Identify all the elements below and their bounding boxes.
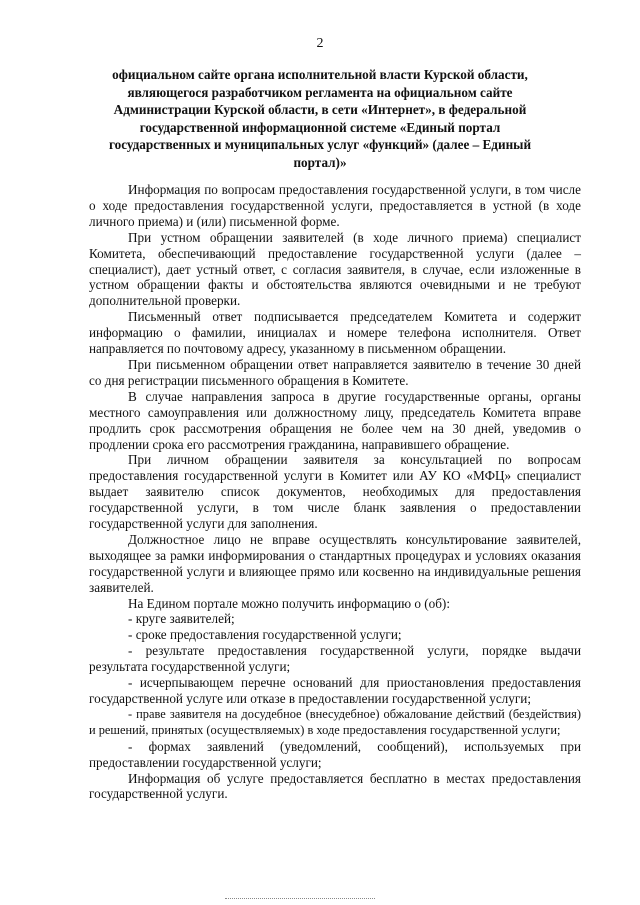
paragraph: Письменный ответ подписывается председателем Комитета и содержит информацию о фамилии, инициалах и номере телефона исполнителя. Ответ направляется по почтовому адресу, указанному в письменном обращении. xyxy=(89,309,581,357)
section-heading: официальном сайте органа исполнительной власти Курской области, являющегося разработчиком регламента на официальном сайте Администрации Курской области, в сети «Интернет», в федеральной государственной информационной системе «Единый портал государственных и муниципальных услуг «функций» (далее – Единый портал)» xyxy=(108,67,532,170)
closing-paragraph: Информация об услуге предоставляется бесплатно в местах предоставления государственной услуги. xyxy=(89,770,581,802)
scan-artifact-line xyxy=(225,898,375,902)
document-body xyxy=(89,182,581,802)
paragraph: В случае направления запроса в другие государственные органы, органы местного самоуправления или должностному лицу, председатель Комитета вправе продлить срок рассмотрения обращения не более чем на 30 дней, уведомив о продлении срока его рассмотрения гражданина, направившего обращение. xyxy=(89,388,581,452)
paragraph: При личном обращении заявителя за консультацией по вопросам предоставления государственной услуги в Комитет или АУ КО «МФЦ» специалист выдает заявителю список документов, необходимых для предоставления государственной услуги, в том числе бланк заявления о предоставлении государственной услуги для заполнения. xyxy=(89,452,581,532)
paragraph: При письменном обращении ответ направляется заявителю в течение 30 дней со дня регистрации письменного обращения в Комитете. xyxy=(89,356,581,388)
list-item: - сроке предоставления государственной услуги; xyxy=(128,627,402,643)
list-item: - исчерпывающем перечне оснований для приостановления предоставления государственной услуге или отказе в предоставлении государственной услуги; xyxy=(89,675,581,706)
page-number: 2 xyxy=(316,36,324,51)
list-item: - формах заявлений (уведомлений, сообщений), используемых при предоставлении государственной услуги; xyxy=(89,738,581,770)
list-item: - праве заявителя на досудебное (внесудебное) обжалование действий (бездействия) и решений, принятых (осуществляемых) в ходе предоставления государственной услуги; xyxy=(89,706,581,737)
paragraph: На Едином портале можно получить информацию о (об): xyxy=(128,595,450,611)
paragraph: При устном обращении заявителей (в ходе личного приема) специалист Комитета, обеспечивающий предоставление государственной услуги (далее – специалист), дает устный ответ, с согласия заявителя, в случае, если изложенные в устном обращении факты и обстоятельства являются очевидными и не требуют дополнительной проверки. xyxy=(89,229,581,309)
paragraph: Информация по вопросам предоставления государственной услуги, в том числе о ходе предоставления государственной услуги, предоставляется в устной (в ходе личного приема) и (или) письменной форме. xyxy=(89,182,581,229)
list-item: - результате предоставления государственной услуги, порядке выдачи результата государственной услуги; xyxy=(89,643,581,675)
paragraph: Должностное лицо не вправе осуществлять консультирование заявителей, выходящее за рамки информирования о стандартных процедурах и условиях оказания государственной услуги и влияющее прямо или косвенно на индивидуальные решения заявителей. xyxy=(89,531,581,595)
list-item: - круге заявителей; xyxy=(128,611,235,627)
